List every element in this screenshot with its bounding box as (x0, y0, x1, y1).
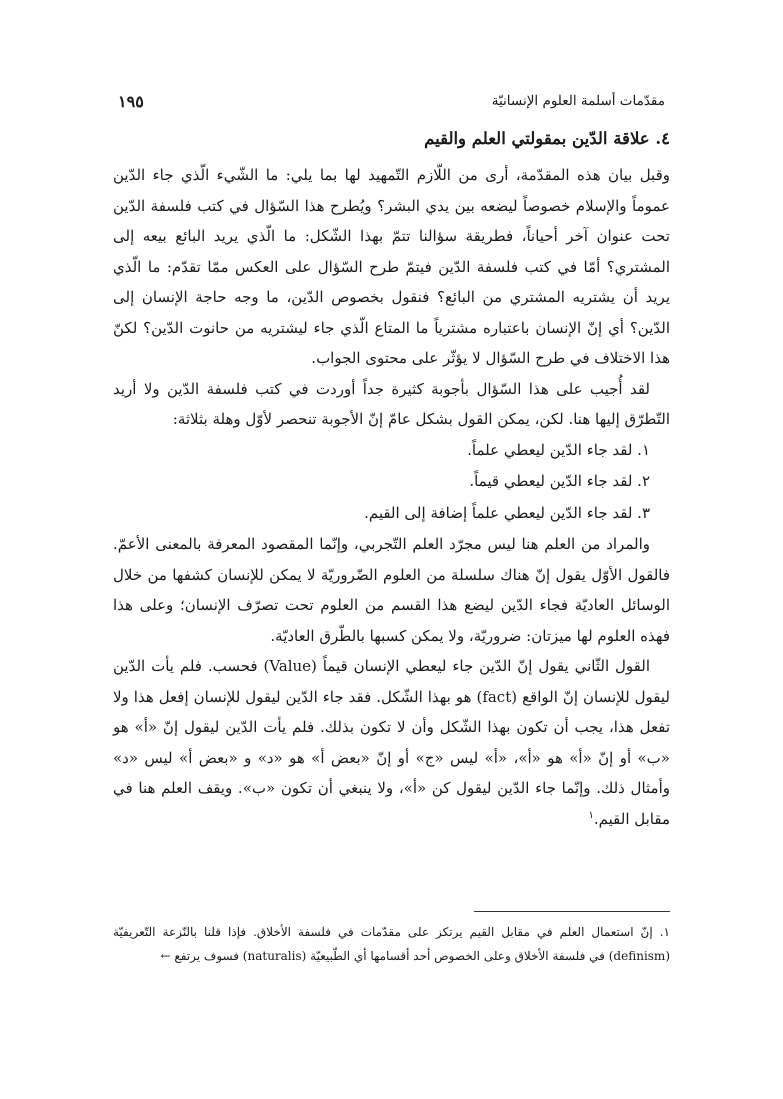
footnote-divider (474, 911, 670, 912)
paragraph-answers-intro: لقد أُجيب على هذا السّؤال بأجوبة كثيرة جداً أوردت في كتب فلسفة الدّين ولا أريد التّطرّق إليها هنا. لكن، يمكن القول بشكل عامّ إنّ الأجوبة تنحصر لأوّل وهلة بثلاثة: (113, 379, 670, 428)
list-item: ٣. لقد جاء الدّين ليعطي علماً إضافة إلى القيم. (364, 503, 650, 522)
page-header (118, 88, 665, 114)
footnotes (113, 920, 670, 968)
answers-list (113, 435, 670, 530)
main-text (113, 124, 670, 834)
footnote-marker[interactable]: ١ (588, 809, 594, 821)
list-item: ٢. لقد جاء الدّين ليعطي قيماً. (469, 472, 650, 490)
paragraph-second-view-text: القول الثّاني يقول إنّ الدّين جاء ليعطي الإنسان قيماً (Value) فحسب. فلم يأت الدّين ليقول للإنسان إنّ الواقع (fact) هو بهذا الشّكل. فقد جاء الدّين ليقول للإنسان إفعل هذا ولا تفعل هذا، يجب أن تكون بهذا الشّكل وأن لا تكون بذلك. فلم يأت الدّين ليقول إنّ «أ» هو «ب» أو إنّ «أ» هو «أ»، «أ» ليس «ج» أو إنّ «بعض أ» هو «د» و «بعض أ» ليس «د» وأمثال ذلك. وإنّما جاء الدّين ليقول كن «أ»، ولا ينبغي أن تكون «ب». ويقف العلم هنا في مقابل القيم. (113, 657, 670, 828)
paragraph-intro: وقبل بيان هذه المقدّمة، أرى من اللّازم التّمهيد لها بما يلي: ما الشّيء الّذي جاء الدّين عموماً والإسلام خصوصاً ليضعه بين يدي البشر؟ ويُطرح هذا السّؤال في كتب فلسفة الدّين تحت عنوان آخر أحياناً، فطريقة سؤالنا تتمّ بهذا الشّكل: ما الّذي يريد البائع بيعه إلى المشتري؟ أمّا في كتب فلسفة الدّين فيتمّ طرح السّؤال على العكس ممّا تقدّم: ما الّذي يريد أن يشتريه المشتري من البائع؟ فنقول بخصوص الدّين، ما وجه حاجة الإنسان إلى الدّين؟ أي إنّ الإنسان باعتباره مشترياً ما المتاع الّذي جاء ليشتريه من حانوت الدّين؟ لكنّ هذا الاختلاف في طرح السّؤال لا يؤثّر على محتوى الجواب. (113, 166, 670, 367)
paragraph-second-view (113, 651, 670, 834)
section-title: ٤. علاقة الدّين بمقولتي العلم والقيم (424, 129, 670, 148)
running-title: مقدّمات أسلمة العلوم الإنسانيّة (491, 93, 665, 109)
list-item: ١. لقد جاء الدّين ليعطي علماً. (467, 440, 650, 459)
footnote-1: ١. إنّ استعمال العلم في مقابل القيم يرتكز على مقدّمات في فلسفة الأخلاق. فإذا قلنا بالنّزعة التّعريفيّة (definism) في فلسفة الأخلاق وعلى الخصوص أحد أقسامها أي الطّبيعيّة (naturalis) فسوف يرتفع ← (113, 925, 670, 963)
paragraph-first-view: والمراد من العلم هنا ليس مجرّد العلم التّجربي، وإنّما المقصود المعرفة بالمعنى الأعمّ. فالقول الأوّل يقول إنّ هناك سلسلة من العلوم الضّروريّة لا يمكن للإنسان كشفها من خلال الوسائل العاديّة فجاء الدّين ليضع هذا القسم من العلوم تحت تصرّف الإنسان؛ وعلى هذا فهذه العلوم لها ميزتان: ضروريّة، ولا يمكن كسبها بالطّرق العاديّة. (113, 535, 671, 645)
page-number: ١٩٥ (118, 91, 144, 111)
